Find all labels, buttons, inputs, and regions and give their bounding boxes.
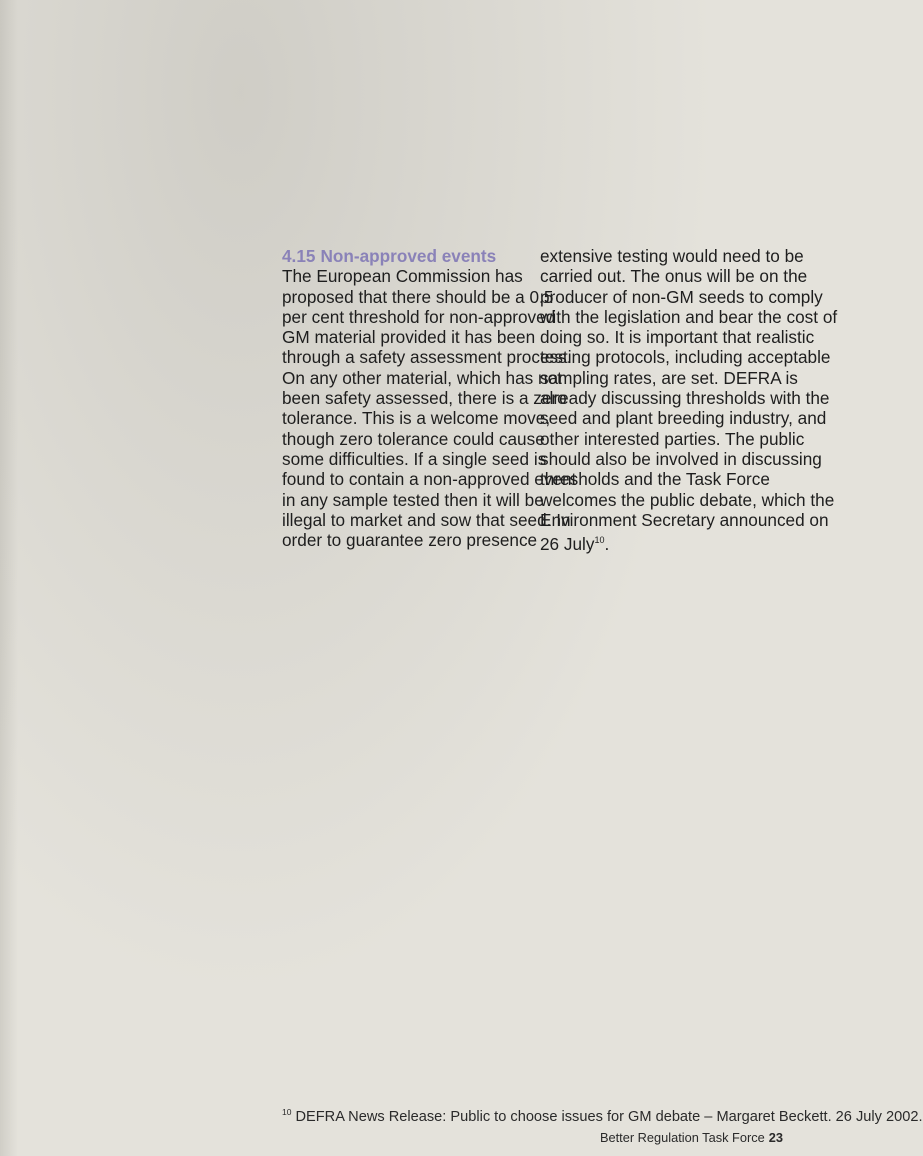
left-line: On any other material, which has not xyxy=(282,367,562,388)
page-footer xyxy=(600,1130,783,1145)
left-line: tolerance. This is a welcome move, xyxy=(282,408,551,429)
right-line: sampling rates, are set. DEFRA is xyxy=(540,367,798,388)
right-column xyxy=(540,246,838,555)
section-heading xyxy=(282,246,527,266)
right-line: producer of non-GM seeds to comply xyxy=(540,286,823,307)
section-title: Non-approved events xyxy=(320,246,497,266)
left-line: The European Commission has xyxy=(282,266,523,287)
page-number: 23 xyxy=(768,1130,783,1145)
footnote-marker: 10 xyxy=(282,1107,292,1117)
left-line: found to contain a non-approved event xyxy=(282,469,577,490)
right-line: welcomes the public debate, which the xyxy=(540,489,835,510)
right-line: seed and plant breeding industry, and xyxy=(540,408,827,429)
right-last-line xyxy=(540,530,790,554)
footnote xyxy=(282,1104,923,1126)
right-line: with the legislation and bear the cost of xyxy=(540,306,838,327)
right-line: testing protocols, including acceptable xyxy=(540,347,831,368)
left-line: illegal to market and sow that seed. In xyxy=(282,509,571,530)
footer-label: Better Regulation Task Force xyxy=(599,1130,765,1145)
right-line: doing so. It is important that realistic xyxy=(540,327,815,348)
left-line: GM material provided it has been xyxy=(282,327,536,348)
right-line: carried out. The onus will be on the xyxy=(540,266,808,287)
footnote-text: DEFRA News Release: Public to choose issues for GM debate – Margaret Beckett. 26 July 2002. xyxy=(295,1109,923,1125)
footnote-reference[interactable]: 10 xyxy=(594,535,605,546)
right-line: should also be involved in discussing xyxy=(540,448,822,469)
left-line: proposed that there should be a 0.5 xyxy=(282,286,554,307)
left-line: order to guarantee zero presence xyxy=(282,530,538,551)
section-number: 4.15 xyxy=(282,246,316,266)
left-line: though zero tolerance could cause xyxy=(282,428,545,449)
right-line: Environment Secretary announced on xyxy=(540,509,829,530)
left-line: in any sample tested then it will be xyxy=(282,489,544,510)
right-last-line-end: . xyxy=(604,534,610,555)
left-line: through a safety assessment process. xyxy=(282,347,572,368)
left-line: some difficulties. If a single seed is xyxy=(282,448,547,469)
left-line: per cent threshold for non-approved xyxy=(282,306,556,327)
right-line: already discussing thresholds with the xyxy=(540,388,830,409)
right-line: extensive testing would need to be xyxy=(540,246,804,266)
right-line: other interested parties. The public xyxy=(540,428,805,449)
right-last-line-text: 26 July xyxy=(540,534,595,555)
right-line: thresholds and the Task Force xyxy=(540,469,770,490)
left-line: been safety assessed, there is a zero xyxy=(282,388,567,409)
